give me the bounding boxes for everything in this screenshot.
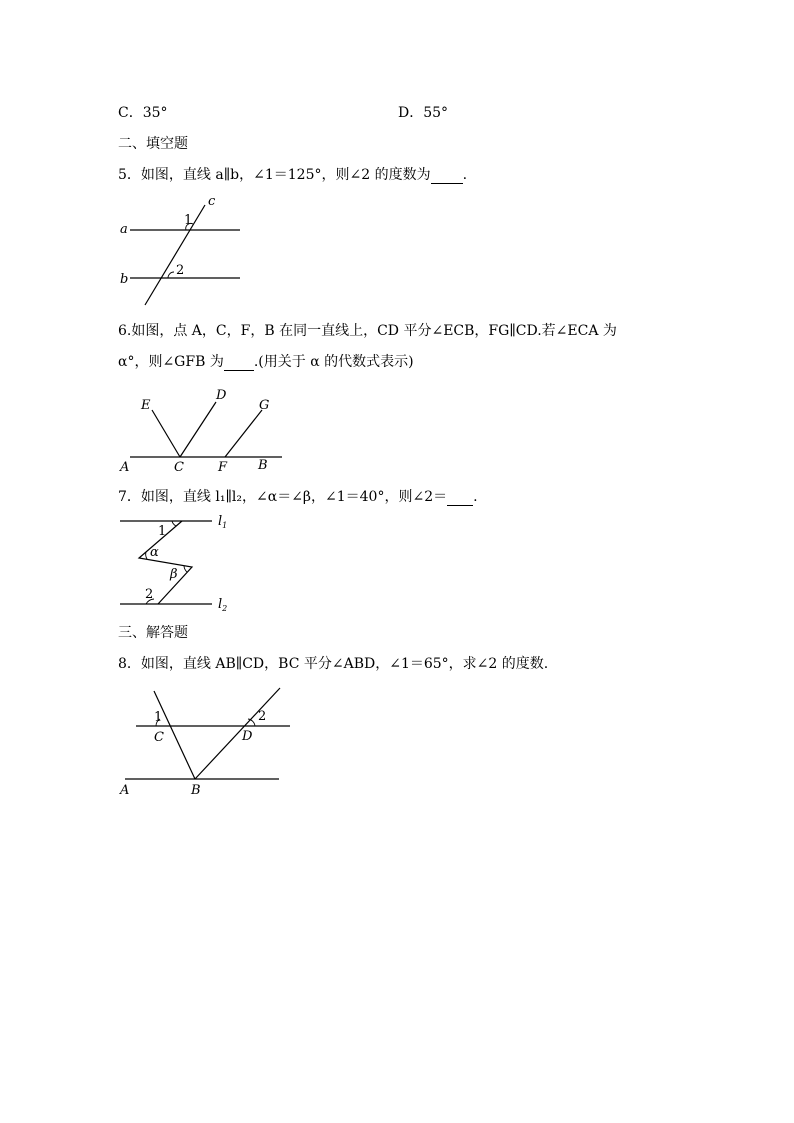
section-answer: 三、解答题 [118, 625, 188, 641]
label-b: b [120, 272, 129, 287]
angle-alpha-arc [146, 552, 147, 559]
choice-c: C．35° [118, 105, 168, 121]
label-angle-2: 2 [258, 709, 267, 724]
question-5-end: . [462, 167, 468, 183]
figure-q6 [115, 385, 290, 477]
answer-blank [431, 169, 463, 184]
figure-q7 [115, 510, 235, 615]
label-c: C [154, 730, 164, 745]
label-b: B [258, 458, 268, 473]
angle-2-arc [248, 719, 255, 726]
label-f: F [218, 460, 228, 475]
line-bd [195, 688, 280, 779]
label-c: C [174, 460, 184, 475]
label-angle-2: 2 [176, 263, 185, 278]
label-l2: $l_2$ [218, 597, 228, 613]
figure-q5 [115, 190, 255, 310]
question-8: 8．如图，直线 AB∥CD，BC 平分∠ABD，∠1＝65°，求∠2 的度数. [118, 656, 549, 672]
ray-cd [180, 402, 216, 457]
label-g: G [259, 398, 270, 413]
answer-blank [447, 491, 473, 506]
question-7 [118, 488, 478, 506]
question-6-end: .(用关于 α 的代数式表示) [253, 354, 414, 370]
label-d: D [242, 729, 253, 744]
label-a: a [120, 222, 128, 237]
figure-q8 [115, 683, 295, 798]
label-c: c [208, 194, 216, 209]
angle-1-arc [172, 521, 176, 526]
choice-d: D．55° [398, 105, 449, 121]
ray-ce [152, 410, 180, 457]
label-angle-1: 1 [158, 524, 167, 539]
line-c [145, 205, 205, 305]
question-7-text: 7．如图，直线 l₁∥l₂，∠α＝∠β，∠1＝40°，则∠2＝ [118, 489, 448, 505]
question-7-end: . [473, 489, 478, 505]
label-angle-1: 1 [154, 710, 163, 725]
answer-blank [224, 356, 254, 371]
label-d: D [216, 388, 227, 403]
question-6-line-1: 6.如图，点 A，C，F，B 在同一直线上，CD 平分∠ECB，FG∥CD.若∠ECA 为 [118, 323, 617, 339]
section-fill-blank: 二、填空题 [118, 136, 188, 152]
question-6-text: α°，则∠GFB 为 [118, 354, 224, 370]
label-l1: $l_1$ [218, 514, 228, 530]
label-beta: β [170, 567, 178, 582]
question-5-text: 5．如图，直线 a∥b，∠1＝125°，则∠2 的度数为 [118, 167, 431, 183]
label-a: A [120, 783, 130, 798]
question-6-line-2 [118, 353, 414, 371]
label-angle-1: 1 [184, 213, 193, 228]
ray-fg [225, 410, 262, 457]
angle-beta-arc [184, 566, 187, 572]
angle-2-arc [168, 272, 174, 278]
label-angle-2: 2 [145, 587, 154, 602]
label-a: A [120, 460, 130, 475]
label-alpha: α [150, 545, 159, 560]
question-5 [118, 166, 467, 184]
label-e: E [141, 398, 151, 413]
label-b: B [191, 783, 201, 798]
